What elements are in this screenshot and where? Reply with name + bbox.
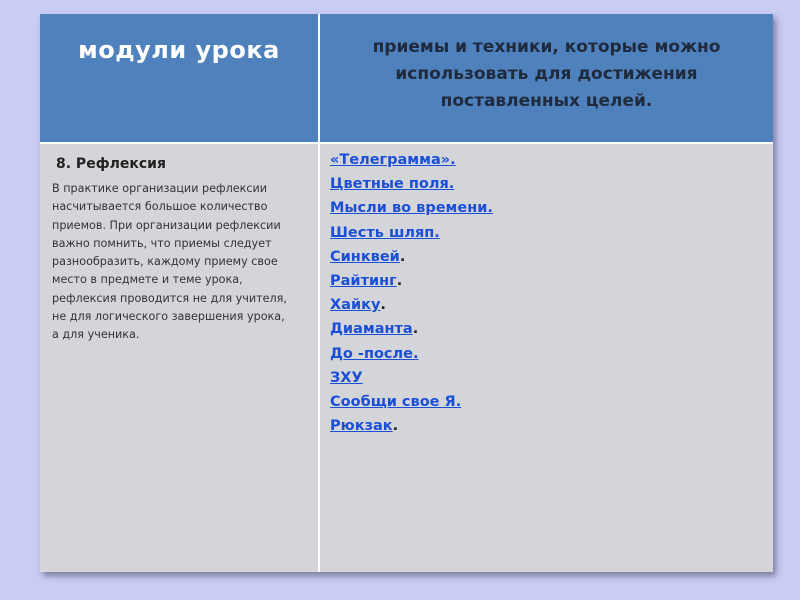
header-line: приемы и техники, которые можно <box>372 37 721 57</box>
technique-link[interactable]: ЗХУ <box>330 369 363 386</box>
list-item <box>330 221 493 245</box>
section-title: 8. Рефлексия <box>56 156 166 172</box>
list-item <box>330 390 493 414</box>
header-cell-techniques <box>320 14 773 142</box>
description-line: разнообразить, каждому приему свое <box>52 255 278 269</box>
techniques-list <box>330 148 493 438</box>
list-item <box>330 366 493 390</box>
technique-suffix: . <box>396 272 403 289</box>
technique-link[interactable]: Синквей <box>330 248 400 265</box>
technique-link[interactable]: Мысли во времени. <box>330 200 493 217</box>
technique-link[interactable]: До -после. <box>330 345 419 362</box>
lesson-table <box>40 14 773 572</box>
technique-link[interactable]: Сообщи свое Я. <box>330 393 462 410</box>
list-item <box>330 196 493 220</box>
technique-link[interactable]: Шесть шляп. <box>330 224 440 241</box>
header-techniques-label <box>330 34 763 115</box>
section-description <box>52 180 314 345</box>
description-line: место в предмете и теме урока, <box>52 273 243 287</box>
description-line: насчитывается большое количество <box>52 200 268 214</box>
description-line: важно помнить, что приемы следует <box>52 236 272 250</box>
module-cell <box>40 144 320 572</box>
header-line: поставленных целей. <box>440 91 653 111</box>
list-item <box>330 414 493 438</box>
description-line: рефлексия проводится не для учителя, <box>52 291 287 305</box>
list-item <box>330 342 493 366</box>
technique-link[interactable]: «Телеграмма». <box>330 152 456 168</box>
technique-suffix: . <box>399 248 406 265</box>
description-line: а для ученика. <box>52 328 140 342</box>
technique-link[interactable]: Диаманта <box>330 321 413 338</box>
table-body-row <box>40 144 773 572</box>
list-item <box>330 317 493 341</box>
header-line: использовать для достижения <box>395 64 698 84</box>
description-line: В практике организации рефлексии <box>52 182 268 195</box>
list-item <box>330 269 493 293</box>
technique-link[interactable]: Цветные поля. <box>330 176 455 193</box>
technique-suffix: . <box>412 321 419 338</box>
techniques-cell <box>320 144 773 572</box>
technique-suffix: . <box>380 297 386 314</box>
header-modules-label: модули урока <box>78 36 280 64</box>
technique-link[interactable]: Рюкзак <box>330 418 393 435</box>
list-item <box>330 148 493 172</box>
description-line: не для логического завершения урока, <box>52 310 285 324</box>
list-item <box>330 245 493 269</box>
technique-suffix: . <box>392 418 399 435</box>
list-item <box>330 172 493 196</box>
list-item <box>330 293 493 317</box>
technique-link[interactable]: Хайку <box>330 297 381 314</box>
description-line: приемов. При организации рефлексии <box>52 218 281 232</box>
technique-link[interactable]: Райтинг <box>330 272 397 289</box>
header-cell-modules <box>40 14 320 142</box>
table-header-row <box>40 14 773 144</box>
